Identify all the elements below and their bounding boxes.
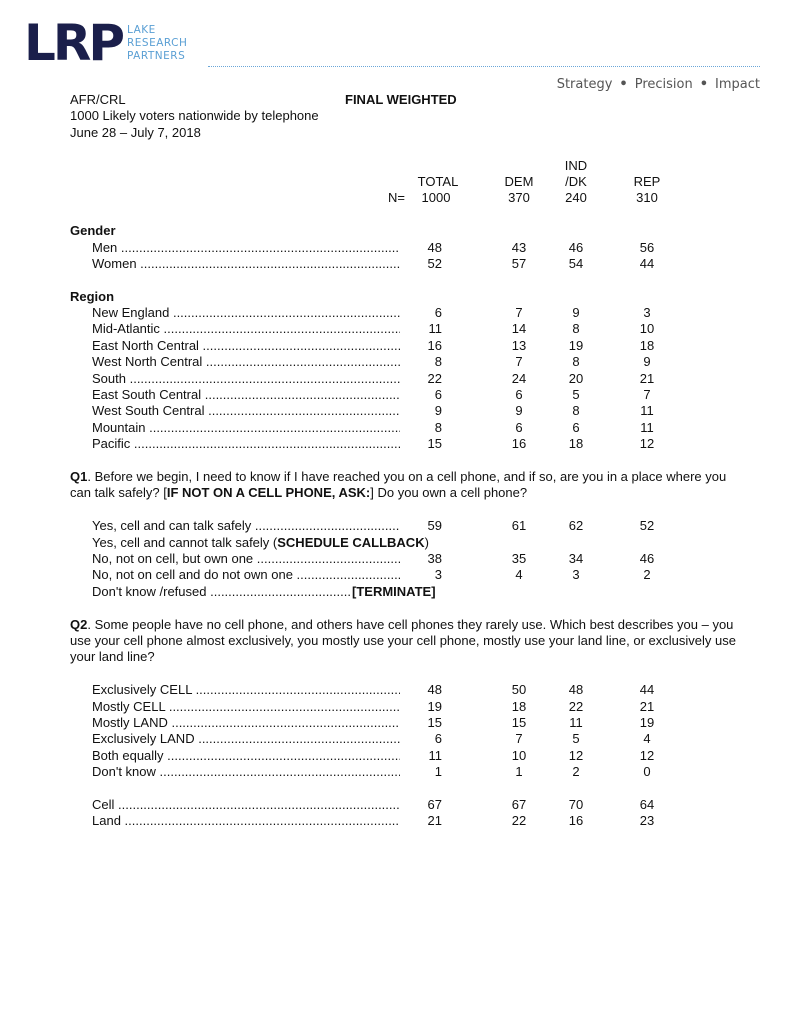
question-q1 [70, 469, 750, 502]
table-row [70, 535, 750, 551]
value-dem: 4 [515, 567, 523, 583]
section-title-gender: Gender [70, 223, 116, 239]
document-status: FINAL WEIGHTED [345, 92, 457, 107]
tagline-word: Strategy [556, 77, 613, 92]
value-ind: 8 [572, 403, 580, 419]
value-ind: 34 [568, 550, 584, 566]
value-total: 67 [400, 797, 442, 813]
row-label: No, not on cell and do not own one ..... [92, 567, 442, 583]
value-rep: 23 [639, 813, 655, 829]
value-ind: 22 [568, 698, 584, 714]
value-total: 19 [400, 699, 442, 715]
tagline-word: Precision [634, 77, 693, 92]
column-header-n [70, 190, 750, 206]
value-ind: 16 [568, 813, 584, 829]
value-ind: 46 [568, 239, 584, 255]
q2-summary-rows [70, 797, 750, 830]
tagline [557, 77, 760, 92]
table-row [70, 567, 750, 583]
table-row [70, 551, 750, 567]
table-row [70, 240, 750, 256]
value-rep: 52 [639, 518, 655, 534]
page-header [0, 0, 791, 100]
value-ind: 5 [572, 731, 580, 747]
region-rows [70, 305, 750, 453]
row-label: Women ..... [92, 256, 442, 272]
value-rep: 56 [639, 239, 655, 255]
value-ind: 2 [572, 764, 580, 780]
value-rep: 3 [643, 305, 651, 321]
value-rep: 11 [640, 403, 654, 419]
row-label: Don't know /refused ..... [92, 584, 352, 600]
value-rep: 12 [639, 436, 655, 452]
table-row [70, 715, 750, 731]
table-row [70, 420, 750, 436]
value-total: 15 [400, 436, 442, 452]
value-dem: 16 [511, 436, 527, 452]
question-text: . Before we begin, I need to know if I have reached you on a cell phone, and if so, are you in a place where you can talk safely? [ [70, 468, 727, 501]
value-ind: 54 [568, 255, 584, 271]
row-label-close: ) [424, 534, 429, 550]
table-row [70, 748, 750, 764]
value-total: 9 [400, 403, 442, 419]
value-rep: 44 [639, 255, 655, 271]
value-rep: 21 [639, 698, 655, 714]
table-row [70, 699, 750, 715]
value-ind: 3 [572, 567, 580, 583]
col-total: TOTAL [417, 173, 459, 189]
value-rep: 11 [640, 419, 654, 435]
value-total: 48 [400, 682, 442, 698]
logo-word: LAKE [127, 24, 156, 36]
row-label: Both equally ..... [92, 748, 442, 764]
value-ind: 5 [572, 387, 580, 403]
row-label: Cell ..... [92, 797, 442, 813]
row-label: Yes, cell and can talk safely ..... [92, 518, 442, 534]
n-rep: 310 [636, 190, 658, 206]
field-dates: June 28 – July 7, 2018 [70, 124, 201, 140]
value-dem: 57 [511, 255, 527, 271]
q1-rows [70, 518, 750, 600]
value-total: 1 [400, 764, 442, 780]
row-label: Mostly CELL ..... [92, 699, 442, 715]
value-ind: 12 [568, 747, 584, 763]
column-header-ind-row [70, 158, 750, 174]
table-row [70, 813, 750, 829]
value-ind: 18 [568, 436, 584, 452]
row-label: Don't know ..... [92, 764, 442, 780]
value-dem: 6 [515, 387, 523, 403]
row-label: New England ..... [92, 305, 442, 321]
col-ind-dk: /DK [565, 173, 587, 189]
table-row [70, 518, 750, 534]
table-row [70, 321, 750, 337]
interviewer-instruction: SCHEDULE CALLBACK [277, 534, 425, 550]
value-dem: 10 [511, 747, 527, 763]
value-rep: 9 [643, 354, 651, 370]
value-total: 15 [400, 715, 442, 731]
value-ind: 70 [568, 796, 584, 812]
value-total: 6 [400, 387, 442, 403]
logo-lrp: LRP [24, 14, 123, 72]
value-ind: 8 [572, 321, 580, 337]
value-dem: 24 [511, 370, 527, 386]
tagline-separator: • [699, 77, 709, 92]
value-total: 38 [400, 551, 442, 567]
value-rep: 46 [639, 550, 655, 566]
value-total: 48 [400, 240, 442, 256]
table-row [70, 436, 750, 452]
tagline-word: Impact [715, 77, 760, 92]
gender-rows [70, 240, 750, 273]
interviewer-instruction: IF NOT ON A CELL PHONE, ASK: [166, 485, 371, 501]
value-rep: 64 [639, 796, 655, 812]
question-text: . Some people have no cell phone, and others have cell phones they rarely use. Which best describes you – you use your cell phone almost exclusively, you mostly use your cell phone, mostly use your land line, or exclusively use your land line? [70, 616, 736, 665]
question-number: Q1 [70, 468, 88, 484]
row-label: Exclusively LAND ..... [92, 731, 442, 747]
question-number: Q2 [70, 616, 88, 632]
value-total: 52 [400, 256, 442, 272]
value-rep: 12 [639, 747, 655, 763]
n-ind: 240 [565, 190, 587, 206]
value-dem: 61 [511, 518, 527, 534]
value-dem: 6 [515, 419, 523, 435]
col-dem: DEM [504, 173, 534, 189]
row-label: No, not on cell, but own one ..... [92, 551, 442, 567]
table-row [70, 354, 750, 370]
value-rep: 21 [639, 370, 655, 386]
value-dem: 43 [511, 239, 527, 255]
value-rep: 10 [639, 321, 655, 337]
value-dem: 22 [511, 813, 527, 829]
value-rep: 4 [643, 731, 651, 747]
value-ind: 19 [568, 337, 584, 353]
value-total: 8 [400, 420, 442, 436]
col-rep: REP [633, 173, 661, 189]
value-dem: 50 [511, 682, 527, 698]
document-body [70, 92, 750, 830]
value-dem: 13 [511, 337, 527, 353]
logo-word: PARTNERS [127, 50, 186, 62]
value-ind: 8 [572, 354, 580, 370]
row-label: Mountain ..... [92, 420, 442, 436]
value-dem: 15 [511, 714, 527, 730]
row-label-text: Yes, cell and cannot talk safely ( [92, 534, 278, 550]
table-row [70, 764, 750, 780]
table-row [70, 256, 750, 272]
row-label: Exclusively CELL ..... [92, 682, 442, 698]
row-label: Mid-Atlantic ..... [92, 321, 442, 337]
value-ind: 20 [568, 370, 584, 386]
col-ind-top: IND [564, 157, 588, 173]
row-label: East South Central ..... [92, 387, 442, 403]
table-row [70, 371, 750, 387]
value-dem: 7 [515, 305, 523, 321]
value-ind: 48 [568, 682, 584, 698]
value-total: 22 [400, 371, 442, 387]
value-dem: 18 [511, 698, 527, 714]
value-dem: 1 [515, 764, 523, 780]
question-q2 [70, 617, 750, 666]
row-label: Land ..... [92, 813, 442, 829]
table-row [70, 731, 750, 747]
value-dem: 67 [511, 796, 527, 812]
sample-description: 1000 Likely voters nationwide by telephone [70, 108, 319, 124]
value-total: 6 [400, 305, 442, 321]
value-rep: 0 [643, 764, 651, 780]
value-ind: 62 [568, 518, 584, 534]
value-total: 11 [400, 748, 442, 764]
n-dem: 370 [508, 190, 530, 206]
value-dem: 35 [511, 550, 527, 566]
row-label: South ..... [92, 371, 442, 387]
row-label: Pacific ..... [92, 436, 442, 452]
table-row [70, 338, 750, 354]
value-total: 11 [400, 321, 442, 337]
client-line [70, 92, 750, 108]
value-rep: 7 [643, 387, 651, 403]
logo-wordmark [127, 24, 187, 63]
value-dem: 7 [515, 354, 523, 370]
client-name: AFR/CRL [70, 92, 126, 107]
n-label: N= [388, 190, 405, 206]
question-text: ] Do you own a cell phone? [370, 485, 528, 501]
tagline-separator: • [619, 77, 628, 92]
value-rep: 18 [639, 337, 655, 353]
value-dem: 7 [515, 731, 523, 747]
q2-rows [70, 682, 750, 780]
value-total: 8 [400, 354, 442, 370]
value-ind: 9 [572, 305, 580, 321]
column-header-labels [70, 174, 750, 190]
value-total: 21 [400, 813, 442, 829]
value-ind: 11 [569, 714, 583, 730]
row-label: West South Central ..... [92, 403, 442, 419]
table-row [70, 682, 750, 698]
row-label: West North Central ..... [92, 354, 442, 370]
value-total: 6 [400, 731, 442, 747]
value-total: 16 [400, 338, 442, 354]
value-total: 59 [400, 518, 442, 534]
value-dem: 9 [515, 403, 523, 419]
value-ind: 6 [572, 419, 580, 435]
row-label: East North Central ..... [92, 338, 442, 354]
logo-word: RESEARCH [127, 37, 188, 49]
table-row [70, 584, 750, 600]
row-label [92, 535, 429, 551]
table-row [70, 797, 750, 813]
section-title-region: Region [70, 288, 115, 304]
value-rep: 44 [639, 682, 655, 698]
row-label: Mostly LAND ..... [92, 715, 442, 731]
table-row [70, 403, 750, 419]
row-label: Men ..... [92, 240, 442, 256]
header-divider [208, 66, 760, 67]
terminate-instruction: [TERMINATE] [352, 583, 436, 599]
n-total: 1000 [421, 190, 451, 206]
table-row [70, 387, 750, 403]
value-rep: 2 [643, 567, 651, 583]
value-dem: 14 [511, 321, 527, 337]
value-total: 3 [400, 567, 442, 583]
table-row [70, 305, 750, 321]
value-rep: 19 [639, 714, 655, 730]
